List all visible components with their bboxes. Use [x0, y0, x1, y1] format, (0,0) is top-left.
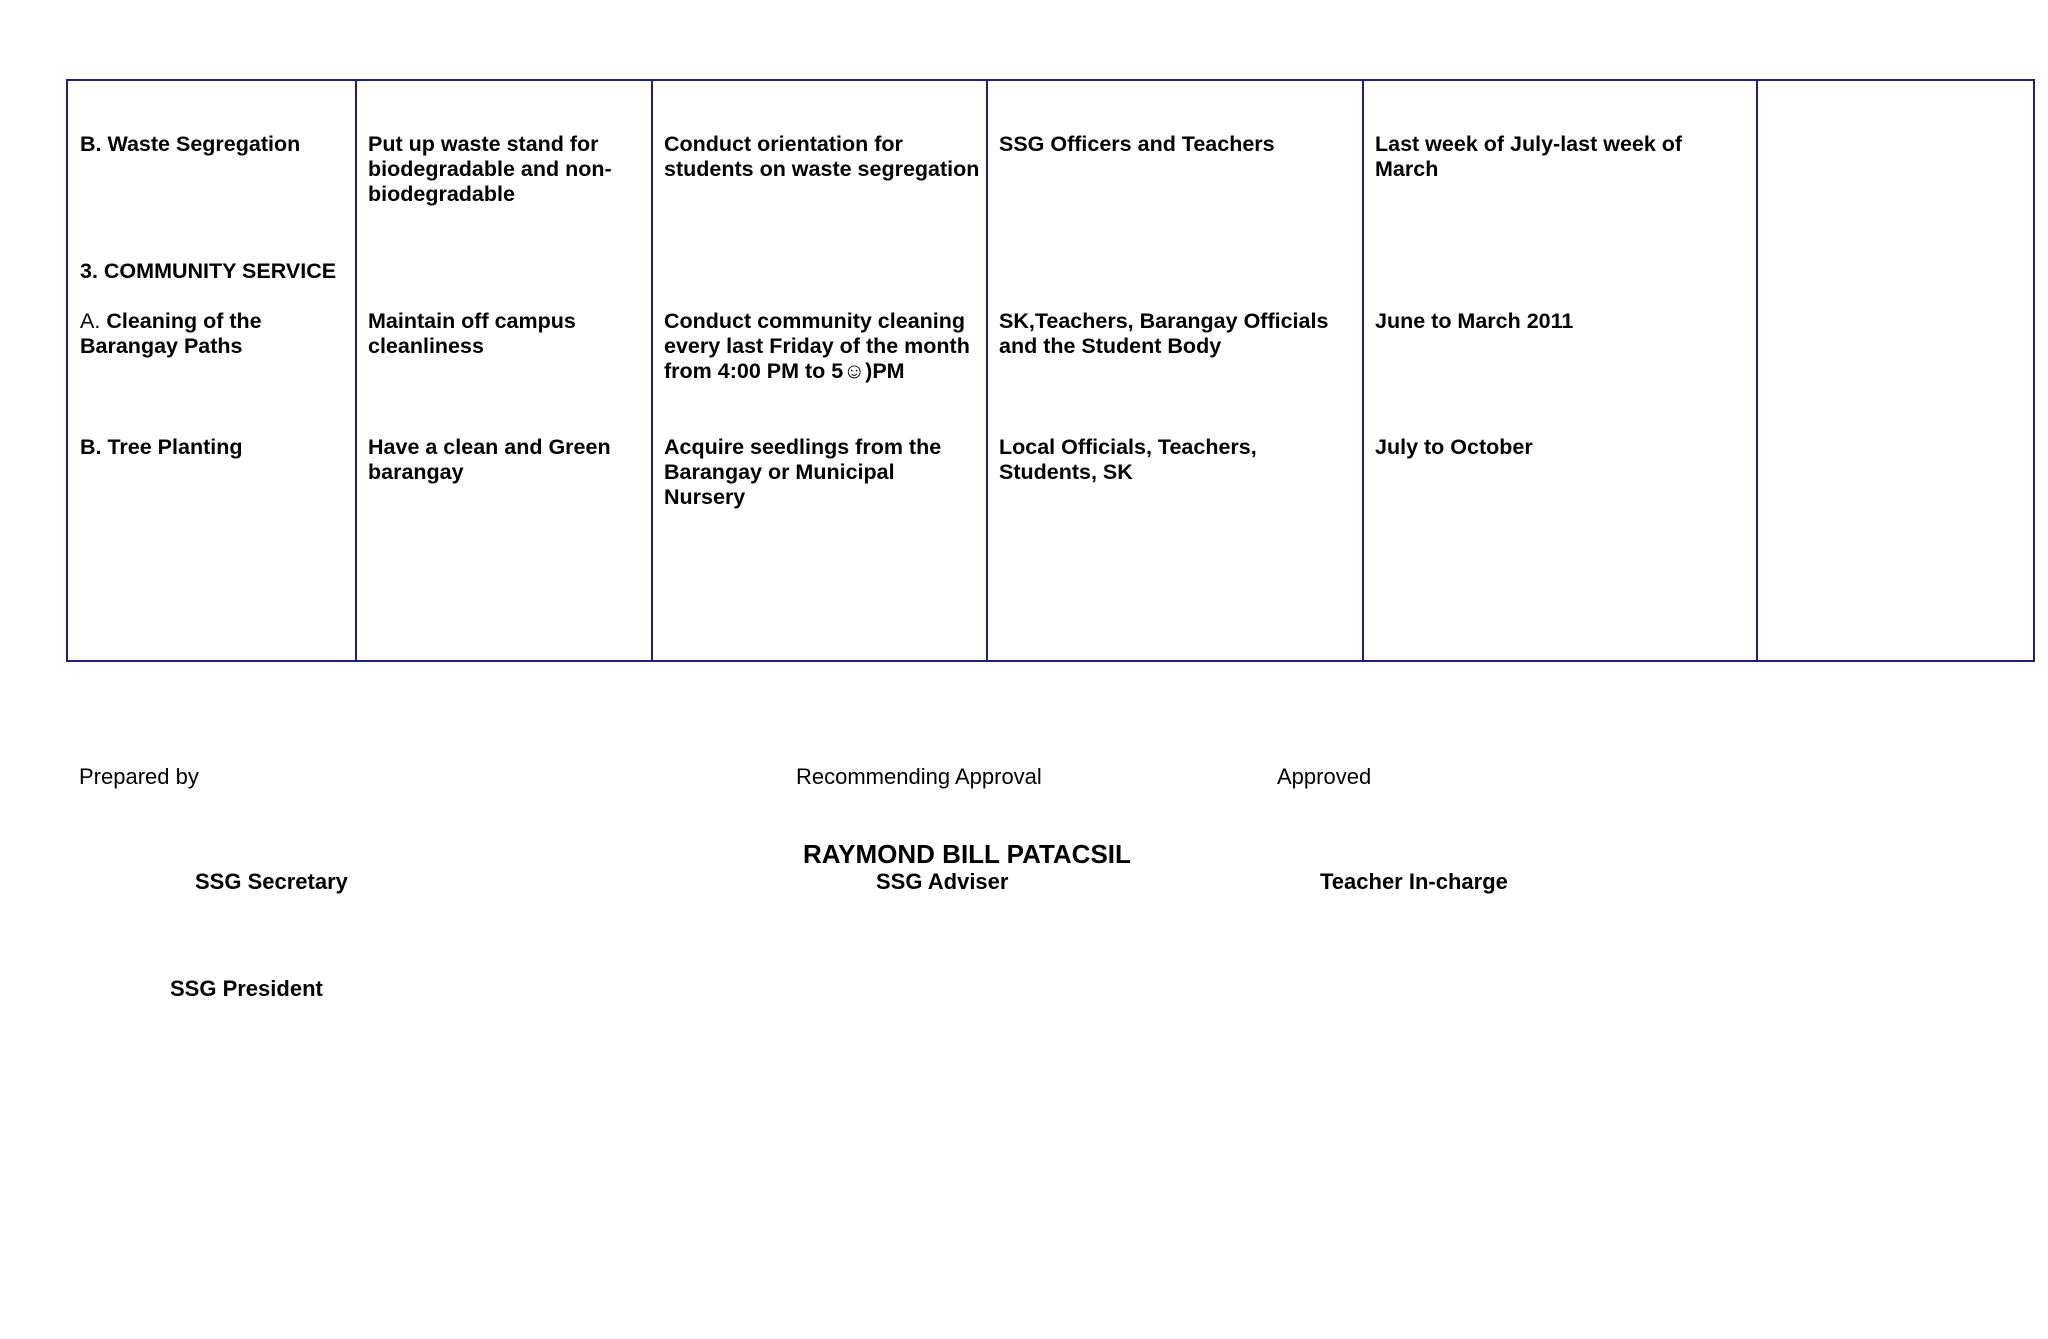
cleaning-area-prefix: A. — [80, 309, 101, 333]
column-divider — [1756, 81, 1758, 660]
ssg-president-title: SSG President — [170, 976, 323, 1001]
column-divider — [651, 81, 653, 660]
tree-planting-objective: Have a clean and Green barangay — [368, 435, 611, 484]
recommending-approval-label: Recommending Approval — [796, 764, 1042, 789]
waste-segregation-objective: Put up waste stand for biodegradable and non-biodegradable — [368, 132, 612, 206]
adviser-name: RAYMOND BILL PATACSIL — [803, 839, 1131, 869]
tree-planting-persons: Local Officials, Teachers, Students, SK — [999, 435, 1257, 484]
community-service-heading: 3. COMMUNITY SERVICE — [80, 259, 337, 283]
ssg-secretary-title: SSG Secretary — [195, 869, 348, 894]
column-divider — [1362, 81, 1364, 660]
tree-planting-area: B. Tree Planting — [80, 435, 243, 459]
ssg-adviser-title: SSG Adviser — [876, 869, 1009, 894]
waste-segregation-area: B. Waste Segregation — [80, 132, 301, 156]
waste-segregation-time: Last week of July-last week of March — [1375, 132, 1683, 181]
prepared-by-label: Prepared by — [79, 764, 199, 789]
teacher-in-charge-title: Teacher In-charge — [1320, 869, 1508, 894]
tree-planting-time: July to October — [1375, 435, 1533, 459]
waste-segregation-persons: SSG Officers and Teachers — [999, 132, 1275, 156]
tree-planting-strategy: Acquire seedlings from the Barangay or Municipal Nursery — [664, 435, 942, 509]
cleaning-area — [80, 309, 350, 359]
approved-label: Approved — [1277, 764, 1372, 789]
waste-segregation-strategy: Conduct orientation for students on waste segregation — [664, 132, 980, 181]
column-divider — [355, 81, 357, 660]
cleaning-strategy: Conduct community cleaning every last Friday of the month from 4:00 PM to 5☺)PM — [664, 309, 970, 383]
column-divider — [986, 81, 988, 660]
cleaning-persons: SK,Teachers, Barangay Officials and the Student Body — [999, 309, 1329, 358]
cleaning-time: June to March 2011 — [1375, 309, 1574, 333]
action-plan-table — [66, 79, 2035, 662]
cleaning-area-label: Cleaning of the Barangay Paths — [80, 309, 262, 358]
cleaning-objective: Maintain off campus cleanliness — [368, 309, 576, 358]
